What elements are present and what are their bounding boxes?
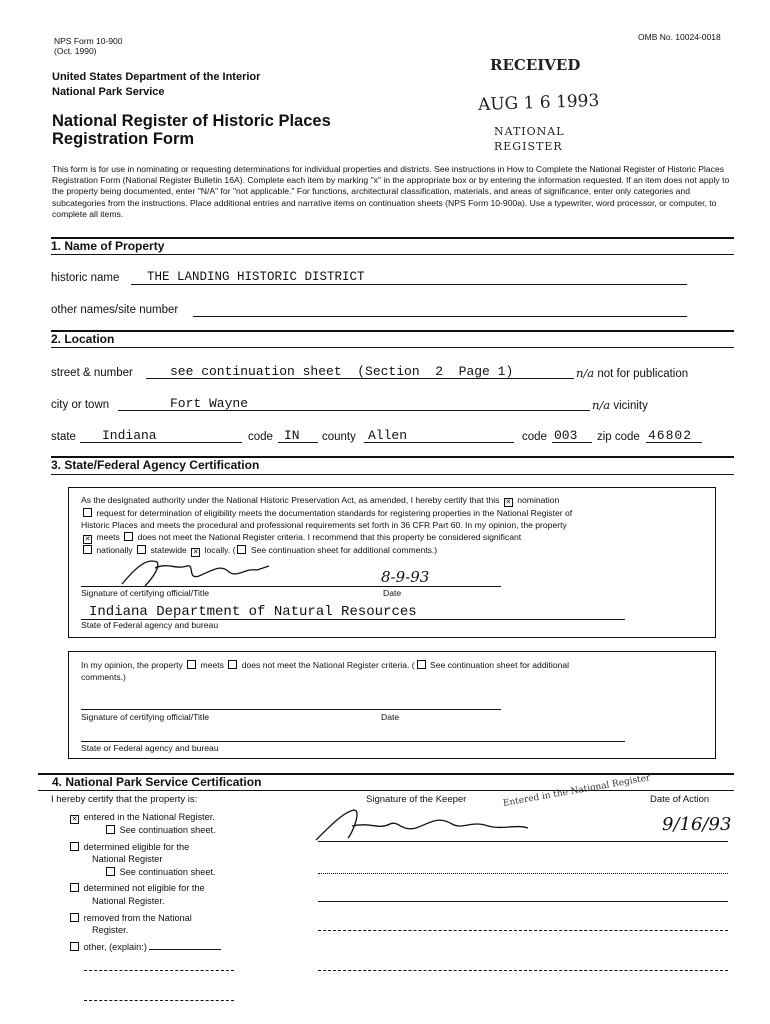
county-code-label: code [522,431,547,443]
historic-name-field[interactable] [131,270,687,285]
city-label: city or town [51,399,110,411]
omb-number: OMB No. 10024-0018 [638,32,721,42]
not-eligible-label-2: National Register. [92,895,165,906]
keeper-signature [312,806,532,846]
entered-continuation-label: See continuation sheet. [119,825,216,835]
opinion-continuation-checkbox[interactable] [417,660,426,669]
opinion-not-meet-checkbox[interactable] [228,660,237,669]
state-code-value: IN [284,428,300,443]
opinion-a: In my opinion, the property [81,660,183,670]
opinion-d: See continuation sheet for additional [430,660,570,670]
divider [51,254,734,255]
line [318,970,728,971]
page-subtitle: Registration Form [52,130,195,148]
statewide-checkbox[interactable] [137,545,146,554]
section4-heading: 4. National Park Service Certification [52,775,262,789]
entered-checkbox[interactable] [70,815,79,824]
line [84,1000,234,1001]
county-label: county [322,431,356,443]
opinion-text [81,659,569,683]
action-date-label: Date of Action [650,794,710,805]
meets-label: meets [96,532,120,542]
state-label: state [51,431,76,443]
form-number: NPS Form 10-900 [54,36,123,46]
city-field[interactable] [118,396,590,411]
section2-heading: 2. Location [51,332,115,346]
agency-value: Indiana Department of Natural Resources [89,604,417,620]
zip-label: zip code [597,431,640,443]
continuation-label: See continuation sheet for additional comments.) [250,545,438,555]
street-label: street & number [51,367,133,379]
opinion-e: comments.) [81,672,126,682]
county-value: Allen [368,428,408,443]
signature2-line [81,709,501,710]
nomination-checkbox[interactable] [504,498,513,507]
divider [38,790,734,791]
street-field[interactable] [146,364,574,379]
other-label: other, (explain:) [83,941,147,952]
date2-label: Date [381,712,400,722]
cert-line-3: Historic Places and meets the procedural and professional requirements set forth in 36 CFR Part 60. In my opinion, the property [81,520,567,530]
certification-text [81,494,711,557]
action-date-value: 9/16/93 [662,814,732,835]
section3-heading: 3. State/Federal Agency Certification [51,458,260,472]
certifying-date-value: 8-9-93 [381,568,430,586]
cert-line-1: As the designated authority under the National Historic Preservation Act, as amended, I hereby certify that this [81,495,500,505]
county-code-value: 003 [554,428,578,443]
opinion-box [68,651,716,759]
nfp-na: n/a [576,366,595,380]
department: United States Department of the Interior [52,71,261,83]
removed-label-2: Register. [92,925,129,936]
page-title: National Register of Historic Places [52,112,331,130]
statewide-label: statewide [150,545,187,555]
divider [51,330,734,332]
vicinity-na: n/a [592,398,611,412]
cert-line-4: does not meet the National Register criteria. I recommend that this property be considered significant [137,532,522,542]
zip-value: 46802 [648,428,693,443]
line [84,970,234,971]
street-value: see continuation sheet (Section 2 Page 1) [170,364,514,379]
eligible-continuation-label: See continuation sheet. [119,866,216,877]
other-checkbox[interactable] [70,942,79,951]
line [318,930,728,931]
locally-label: locally. ( [204,545,236,555]
zip-field[interactable] [646,428,702,443]
nfp-label: not for publication [597,368,689,380]
stamp-date: AUG 1 6 1993 [477,90,600,116]
section1-heading: 1. Name of Property [51,239,165,253]
service: National Park Service [52,86,165,98]
eligible-continuation-checkbox[interactable] [106,867,115,876]
eligible-label-2: National Register [92,854,163,865]
cert-line-2: request for determination of eligibility meets the documentation standards for registering properties in the National Register of [96,508,573,518]
state-code-field[interactable] [278,428,318,443]
agency2-label: State or Federal agency and bureau [81,743,219,753]
continuation-checkbox[interactable] [237,545,246,554]
form-date: (Oct. 1990) [54,46,97,56]
county-field[interactable] [364,428,514,443]
keeper-line [318,841,728,842]
not-eligible-label: determined not eligible for the [83,883,205,894]
state-value: Indiana [102,428,157,443]
state-field[interactable] [80,428,242,443]
removed-checkbox[interactable] [70,913,79,922]
removed-label: removed from the National [83,912,192,923]
does-not-meet-checkbox[interactable] [124,532,133,541]
status-options [68,811,221,953]
stamp-national: NATIONAL [494,125,565,138]
line [318,901,728,902]
nationally-label: nationally [96,545,133,555]
state-certification-box [68,487,716,638]
instructions: This form is for use in nominating or requesting determinations for individual properties and districts. See instructions in How to Complete the National Register of Historic Places Registration Form (National Register Bulletin 16A). Complete each item by marking "x" in the appropriate box or by entering the information requested. If an item does not apply to the property being documented, enter "N/A" for "not applicable." For functions, architectural classification, materials, and areas of significance, enter only categories and subcategories from the instructions. Place additional entries and narrative items on continuation sheets (NPS Form 10-900a). Use a typewriter, word processor, or computer, to complete all items. [52,164,730,219]
nomination-label: nomination [517,495,560,505]
eligible-label: determined eligible for the [83,841,190,852]
divider [51,347,734,348]
opinion-c: does not meet the National Register criteria. ( [241,660,415,670]
entered-label: entered in the National Register. [83,812,215,822]
not-for-publication[interactable] [576,366,688,380]
eligible-checkbox[interactable] [70,842,79,851]
opinion-meets-checkbox[interactable] [187,660,196,669]
date-label: Date [383,588,402,598]
keeper-stamp: Entered in the National Register [502,773,652,809]
agency-label: State of Federal agency and bureau [81,620,219,630]
certifying-signature [117,556,277,590]
historic-name-label: historic name [51,272,120,284]
keeper-label: Signature of the Keeper [366,794,467,805]
county-code-field[interactable] [552,428,592,443]
entered-continuation-checkbox[interactable] [106,825,115,834]
city-value: Fort Wayne [170,396,249,411]
received-stamp: RECEIVED [490,56,581,74]
stamp-register: REGISTER [494,140,563,153]
line [318,873,728,874]
signature-line [81,586,501,587]
other-names-label: other names/site number [51,304,179,316]
opinion-meets-label: meets [200,660,224,670]
agency2-line [81,741,625,742]
nationally-checkbox[interactable] [83,545,92,554]
divider [51,474,734,475]
not-eligible-checkbox[interactable] [70,883,79,892]
signature-label: Signature of certifying official/Title [81,588,210,598]
signature2-label: Signature of certifying official/Title [81,712,210,722]
state-code-label: code [248,431,273,443]
vicinity-label: vicinity [613,400,648,412]
historic-name-value: THE LANDING HISTORIC DISTRICT [147,270,365,284]
certify-label: I hereby certify that the property is: [51,794,198,805]
vicinity[interactable] [592,398,648,412]
request-checkbox[interactable] [83,508,92,517]
meets-checkbox[interactable] [83,535,92,544]
other-names-field[interactable] [193,302,687,317]
